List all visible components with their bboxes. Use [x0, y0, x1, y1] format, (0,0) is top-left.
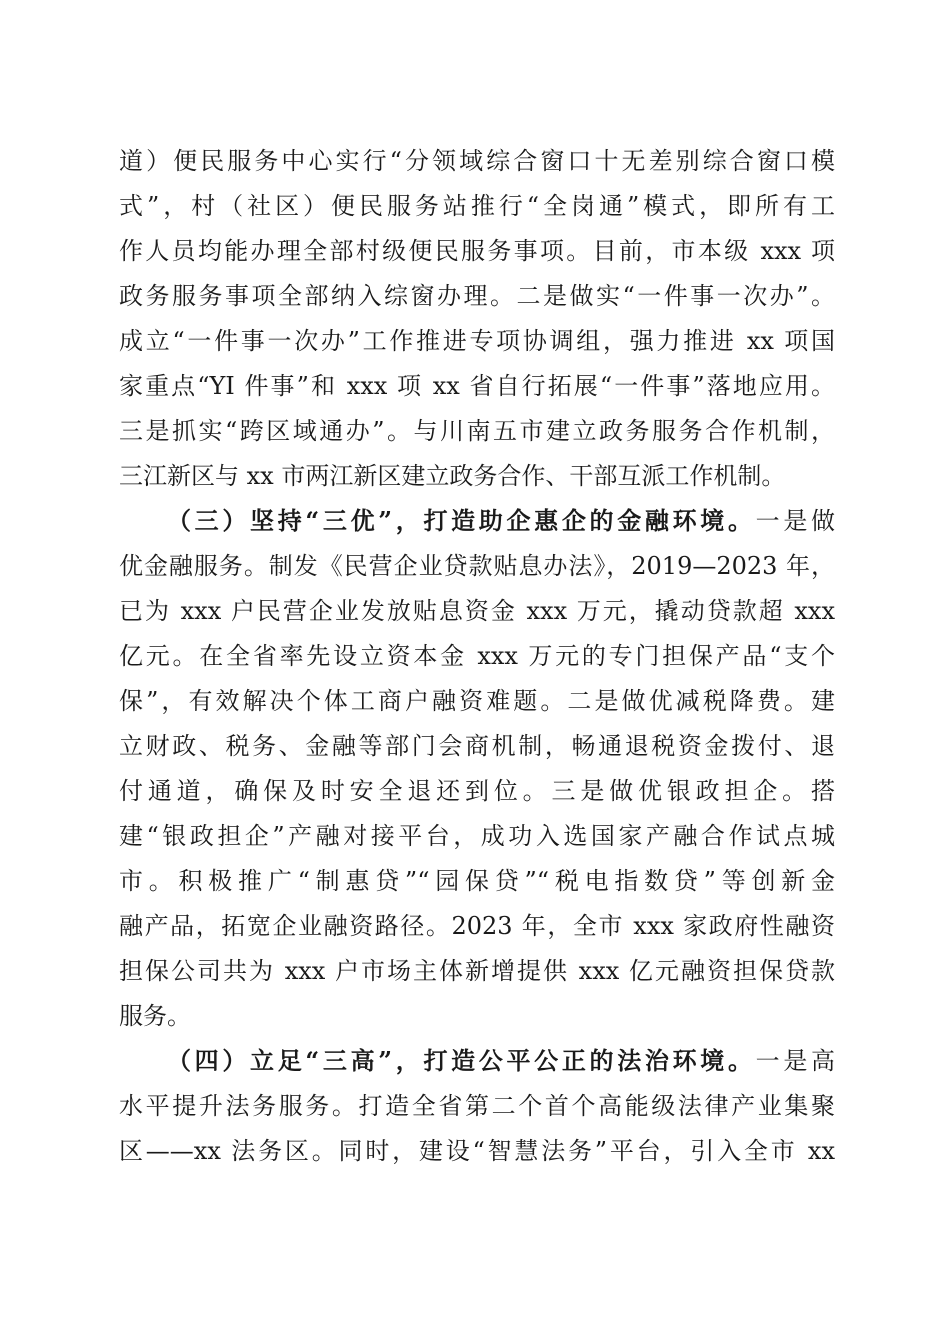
paragraph-line: 建“银政担企”产融对接平台，成功入选国家产融合作试点城	[119, 822, 835, 850]
paragraph-line: 保”，有效解决个体工商户融资难题。二是做优减税降费。建	[119, 687, 835, 715]
section-heading-line: （三）坚持“三优”，打造助企惠企的金融环境。一是做	[167, 506, 836, 535]
paragraph-line: 立财政、税务、金融等部门会商机制，畅通退税资金拨付、退	[119, 732, 835, 760]
paragraph-line: 区——xx 法务区。同时，建设“智慧法务”平台，引入全市 xx	[119, 1137, 835, 1165]
paragraph-line: 三是抓实“跨区域通办”。与川南五市建立政务服务合作机制，	[119, 417, 835, 445]
section-heading-line: （四）立足“三高”，打造公平公正的法治环境。一是高	[167, 1046, 836, 1075]
paragraph-line: 家重点“YI 件事”和 xxx 项 xx 省自行拓展“一件事”落地应用。	[119, 372, 835, 400]
paragraph-line: 优金融服务。制发《民营企业贷款贴息办法》，2019—2023 年，	[119, 552, 835, 580]
paragraph-line: 市。积极推广“制惠贷”“园保贷”“税电指数贷”等创新金	[119, 867, 835, 895]
paragraph-line: 道）便民服务中心实行“分领域综合窗口十无差别综合窗口模	[119, 147, 835, 175]
section-heading-title: （四）立足“三高”，打造公平公正的法治环境。	[167, 1046, 756, 1075]
paragraph-line: 已为 xxx 户民营企业发放贴息资金 xxx 万元，撬动贷款超 xxx	[119, 597, 835, 625]
paragraph-line: 作人员均能办理全部村级便民服务事项。目前，市本级 xxx 项	[119, 237, 835, 265]
paragraph-line: 成立“一件事一次办”工作推进专项协调组，强力推进 xx 项国	[119, 327, 835, 355]
paragraph-line: 担保公司共为 xxx 户市场主体新增提供 xxx 亿元融资担保贷款	[119, 957, 835, 985]
paragraph-line: 三江新区与 xx 市两江新区建立政务合作、干部互派工作机制。	[119, 462, 786, 490]
paragraph-line: 融产品，拓宽企业融资路径。2023 年，全市 xxx 家政府性融资	[119, 912, 835, 940]
paragraph-line: 服务。	[119, 1002, 191, 1030]
section-heading-title: （三）坚持“三优”，打造助企惠企的金融环境。	[167, 506, 756, 535]
paragraph-line: 付通道，确保及时安全退还到位。三是做优银政担企。搭	[119, 777, 835, 805]
paragraph-line: 水平提升法务服务。打造全省第二个首个高能级法律产业集聚	[119, 1092, 835, 1120]
paragraph-line: 式”，村（社区）便民服务站推行“全岗通”模式，即所有工	[119, 192, 835, 220]
paragraph-line: 亿元。在全省率先设立资本金 xxx 万元的专门担保产品“支个	[119, 642, 835, 670]
paragraph-line: 政务服务事项全部纳入综窗办理。二是做实“一件事一次办”。	[119, 282, 835, 310]
